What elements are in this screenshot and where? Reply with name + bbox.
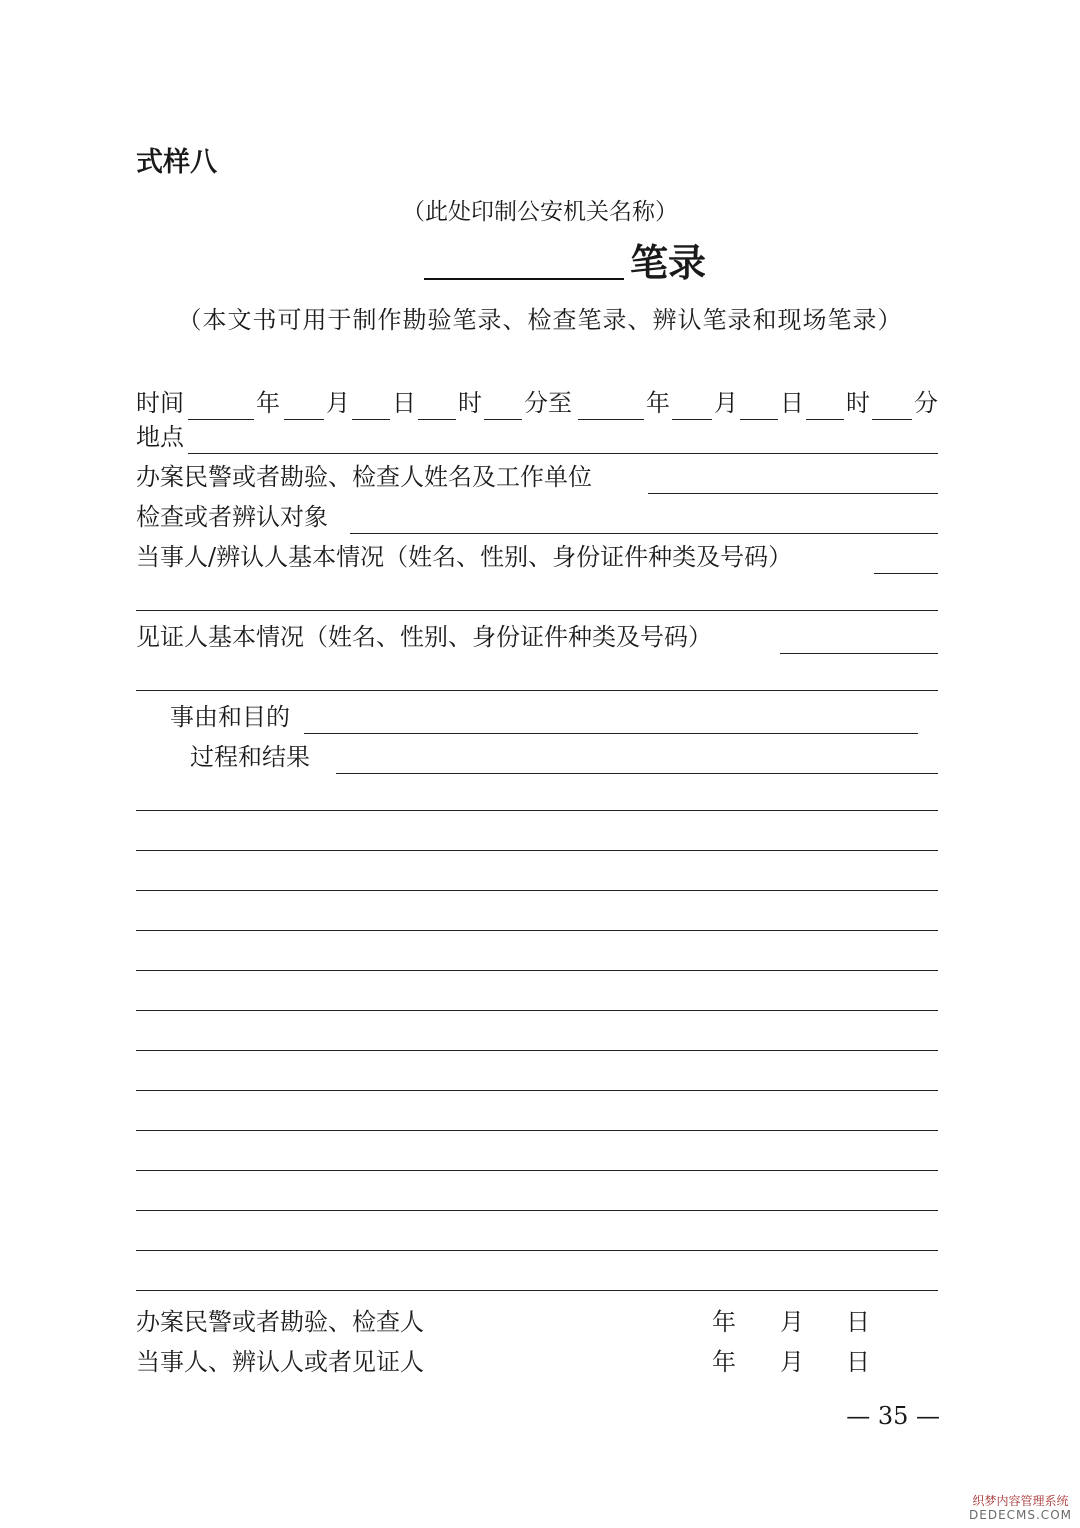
end-month-label: 月 [714,389,738,417]
process-label: 过程和结果 [190,743,310,771]
party-sign-month: 月 [780,1348,804,1376]
time-label: 时间 [136,389,184,417]
org-name-placeholder: （此处印制公安机关名称） [402,199,678,225]
witness-blank[interactable] [780,653,938,654]
document-subtitle: （本文书可用于制作勘验笔录、检查笔录、辨认笔录和现场笔录） [177,306,903,334]
ruled-line[interactable] [136,850,938,851]
end-day-label: 日 [780,389,804,417]
witness-row [136,614,938,654]
witness-label: 见证人基本情况（姓名、性别、身份证件种类及号码） [136,623,712,651]
process-row [136,734,938,774]
ruled-line[interactable] [136,1050,938,1051]
ruled-line[interactable] [136,1090,938,1091]
end-minute-label: 分 [914,389,938,417]
officer-sign-year: 年 [712,1308,736,1336]
watermark-bottom-text: DEDECMS.COM [969,1508,1072,1522]
party-blank-continued[interactable] [136,610,938,611]
page-number: — 35 — [846,1402,940,1430]
start-month-label: 月 [326,389,350,417]
party-blank[interactable] [874,573,938,574]
party-signature-label: 当事人、辨认人或者见证人 [136,1348,424,1376]
party-row [136,534,938,574]
style-label: 式样八 [136,147,217,178]
end-hour-label: 时 [846,389,870,417]
party-label: 当事人/辨认人基本情况（姓名、性别、身份证件种类及号码） [136,543,793,571]
document-title: 笔录 [630,241,707,285]
minute-to-label: 分至 [524,389,572,417]
location-label: 地点 [136,423,184,451]
location-row [136,414,938,454]
ruled-line[interactable] [136,1170,938,1171]
title-blank-line[interactable] [424,278,624,280]
party-sign-year: 年 [712,1348,736,1376]
watermark [969,1494,1072,1522]
officer-sign-month: 月 [780,1308,804,1336]
ruled-line[interactable] [136,1130,938,1131]
ruled-line[interactable] [136,930,938,931]
object-row [136,494,938,534]
witness-blank-continued[interactable] [136,690,938,691]
ruled-line[interactable] [136,1210,938,1211]
ruled-line[interactable] [136,1010,938,1011]
watermark-top-text: 织梦内容管理系统 [972,1494,1069,1508]
purpose-label: 事由和目的 [170,703,290,731]
ruled-line[interactable] [136,890,938,891]
object-label: 检查或者辨认对象 [136,503,328,531]
officer-label: 办案民警或者勘验、检查人姓名及工作单位 [136,463,592,491]
party-sign-day: 日 [846,1348,870,1376]
process-blank[interactable] [336,773,938,774]
start-hour-label: 时 [458,389,482,417]
end-year-label: 年 [646,389,670,417]
start-day-label: 日 [392,389,416,417]
ruled-line[interactable] [136,970,938,971]
start-year-label: 年 [256,389,280,417]
officer-signature-label: 办案民警或者勘验、检查人 [136,1308,424,1336]
ruled-line[interactable] [136,1250,938,1251]
officer-row [136,454,938,494]
ruled-line[interactable] [136,810,938,811]
purpose-row [136,694,938,734]
officer-sign-day: 日 [846,1308,870,1336]
ruled-line[interactable] [136,1290,938,1291]
